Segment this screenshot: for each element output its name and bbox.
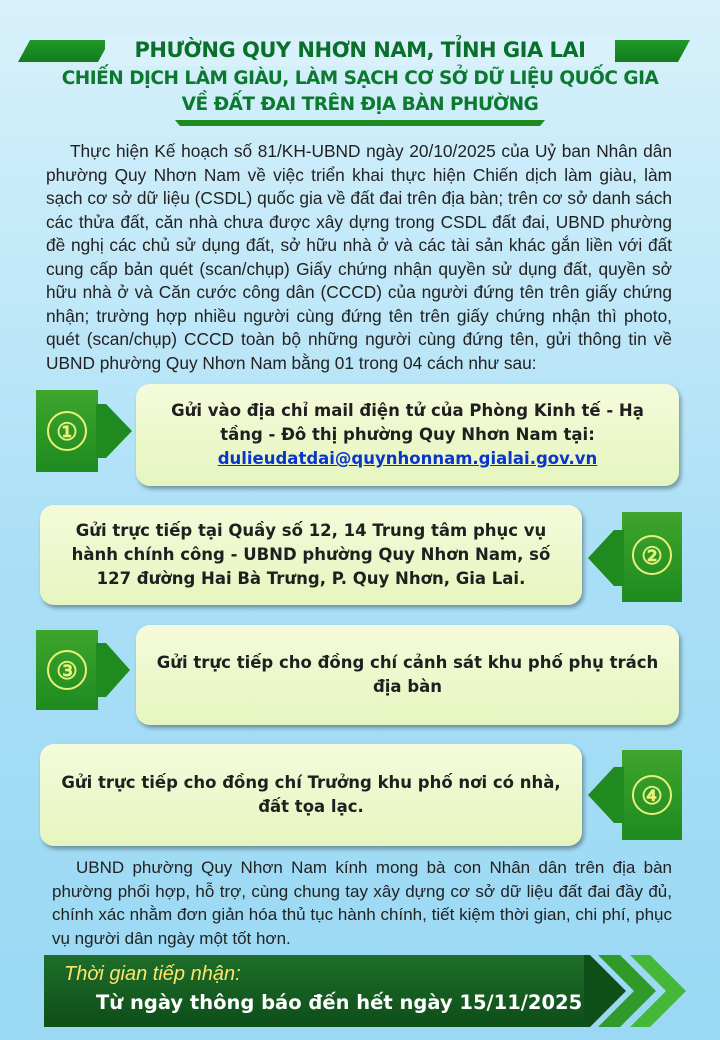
page-title-line2: CHIẾN DỊCH LÀM GIÀU, LÀM SẠCH CƠ SỞ DỮ LIỆU QUỐC GIA (61, 68, 659, 89)
method-3-text: Gửi trực tiếp cho đồng chí cảnh sát khu phố phụ trách địa bàn (156, 653, 659, 696)
arrow-right-icon (96, 400, 136, 462)
chevron-right-icon (584, 955, 694, 1027)
title-underline (0, 116, 720, 128)
method-3-number: ③ (47, 650, 87, 690)
method-1-text: Gửi vào địa chỉ mail điện tử của Phòng Kinh tế - Hạ tầng - Đô thị phường Quy Nhơn Nam tại: (171, 401, 644, 444)
page-title-line1: PHƯỜNG QUY NHƠN NAM, TỈNH GIA LAI (134, 38, 586, 62)
closing-paragraph: UBND phường Quy Nhơn Nam kính mong bà con Nhân dân trên địa bàn phường phối hợp, hỗ trợ, cùng chung tay xây dựng cơ sở dữ liệu đất đai đầy đủ, chính xác nhằm đơn giản hóa thủ tục hành chính, tiết kiệm thời gian, chi phí, phục vụ người dân ngày một tốt hơn. (52, 858, 672, 948)
arrow-right-icon (96, 641, 136, 699)
method-4-text: Gửi trực tiếp cho đồng chí Trưởng khu phố nơi có nhà, đất tọa lạc. (61, 773, 561, 816)
method-2-box (40, 505, 582, 605)
page-title-line3: VỀ ĐẤT ĐAI TRÊN ĐỊA BÀN PHƯỜNG (181, 94, 539, 115)
arrow-left-icon (584, 765, 624, 825)
method-2-text: Gửi trực tiếp tại Quầy số 12, 14 Trung tâm phục vụ hành chính công - UBND phường Quy Nhơn Nam, số 127 đường Hai Bà Trưng, P. Quy Nhơn, Gia Lai. (71, 521, 551, 588)
method-2-number: ② (632, 535, 672, 575)
method-1-email-link[interactable]: dulieudatdai@quynhonnam.gialai.gov.vn (217, 449, 598, 468)
intro-paragraph: Thực hiện Kế hoạch số 81/KH-UBND ngày 20/10/2025 của Uỷ ban Nhân dân phường Quy Nhơn Nam về việc triển khai thực hiện Chiến dịch làm giàu, làm sạch cơ sở dữ liệu (CSDL) quốc gia về đất đai trên địa bàn; trên cơ sở danh sách các thửa đất, căn nhà chưa được xây dựng trong CSDL đất đai, UBND phường đề nghị các chủ sử dụng đất, sở hữu nhà ở và các tài sản khác gắn liền với đất cung cấp bản quét (scan/chụp) Giấy chứng nhận quyền sử dụng đất, quyền sở hữu nhà ở và Căn cước công dân (CCCD) của người đứng tên trên giấy chứng nhận; trường hợp nhiều người cùng đứng tên trên giấy chứng nhận thì photo, quét (scan/chụp) CCCD toàn bộ những người cùng đứng tên, gửi thông tin về UBND phường Quy Nhơn Nam bằng 01 trong 04 cách như sau: (46, 141, 672, 373)
method-4-number: ④ (632, 775, 672, 815)
footer-deadline: Từ ngày thông báo đến hết ngày 15/11/2025 (96, 991, 583, 1014)
method-1-box (136, 384, 679, 486)
footer-banner (44, 955, 584, 1027)
method-3-box (136, 625, 679, 725)
method-1-number: ① (47, 411, 87, 451)
footer-label: Thời gian tiếp nhận: (64, 963, 241, 985)
method-4-box (40, 744, 582, 846)
arrow-left-icon (584, 528, 624, 588)
